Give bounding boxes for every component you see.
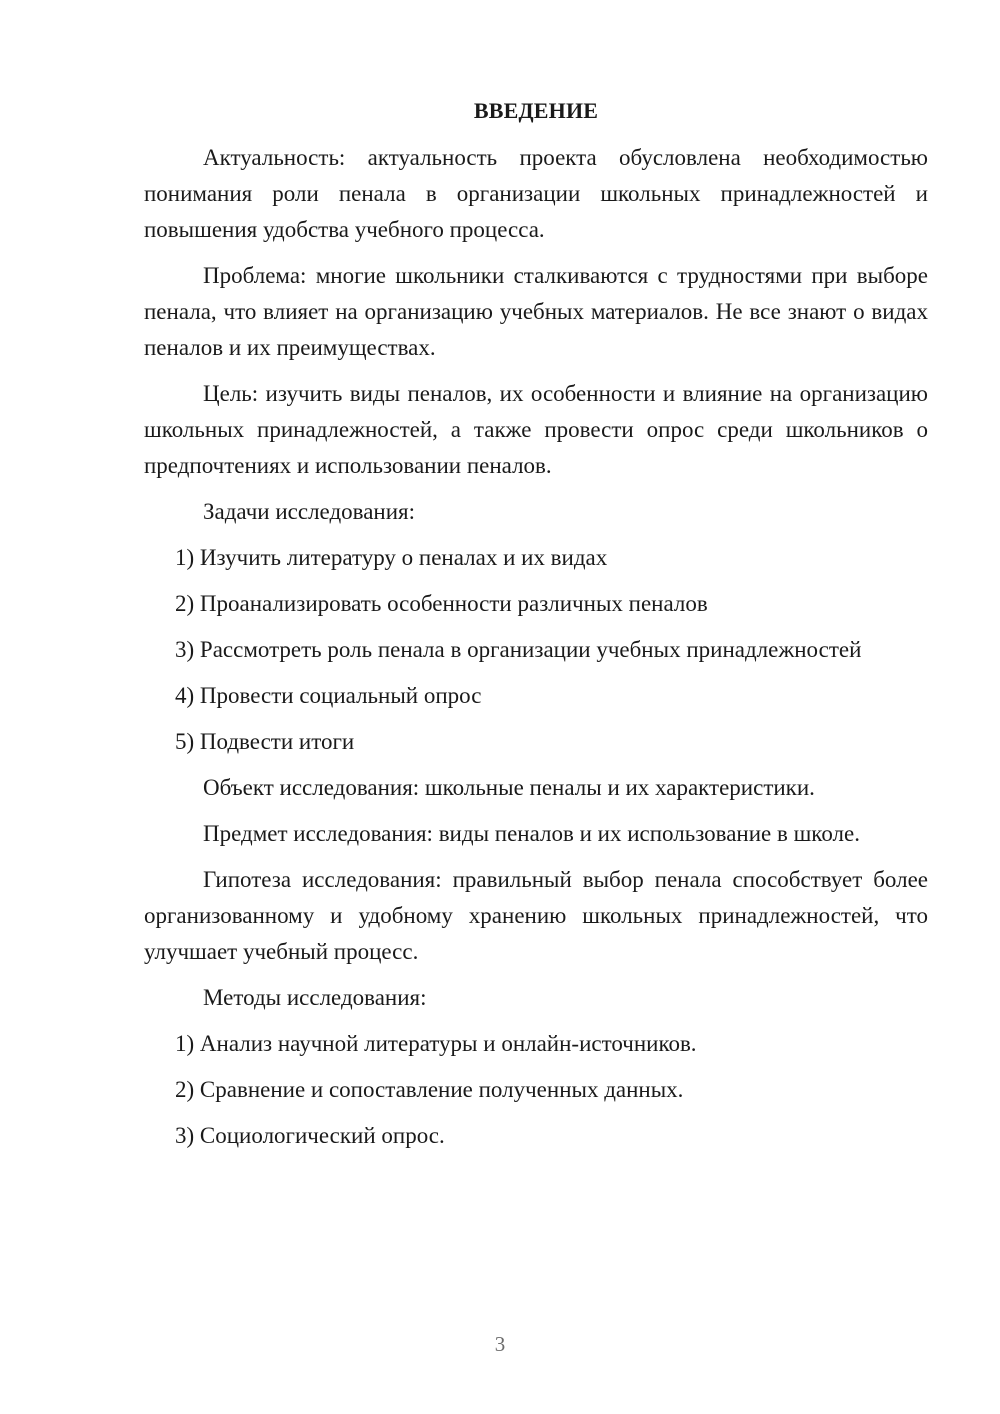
task-item: 1) Изучить литературу о пеналах и их видах [175,545,608,570]
methods-label: Методы исследования: [203,985,427,1010]
relevance-paragraph: Актуальность: актуальность проекта обусловлена необходимостью понимания роли пенала в организации школьных принадлежностей и повышения удобства учебного процесса. [144,145,928,242]
page-number: 3 [494,1332,506,1356]
subject-paragraph: Предмет исследования: виды пеналов и их использование в школе. [203,821,860,846]
goal-paragraph: Цель: изучить виды пеналов, их особенности и влияние на организацию школьных принадлежностей, а также провести опрос среди школьников о предпочтениях и использовании пеналов. [144,381,928,478]
problem-paragraph: Проблема: многие школьники сталкиваются с трудностями при выборе пенала, что влияет на организацию учебных материалов. Не все знают о видах пеналов и их преимуществах. [144,263,928,360]
tasks-list [144,540,928,760]
page-title: ВВЕДЕНИЕ [473,98,599,123]
method-item: 3) Социологический опрос. [175,1123,445,1148]
hypothesis-paragraph: Гипотеза исследования: правильный выбор пенала способствует более организованному и удобному хранению школьных принадлежностей, что улучшает учебный процесс. [144,867,928,964]
page-content [144,90,928,1164]
task-item: 4) Провести социальный опрос [175,683,482,708]
task-item: 3) Рассмотреть роль пенала в организации учебных принадлежностей [175,637,862,662]
task-item: 5) Подвести итоги [175,729,355,754]
method-item: 1) Анализ научной литературы и онлайн-источников. [175,1031,697,1056]
object-paragraph: Объект исследования: школьные пеналы и их характеристики. [203,775,815,800]
methods-list [144,1026,928,1154]
task-item: 2) Проанализировать особенности различных пеналов [175,591,708,616]
tasks-label: Задачи исследования: [203,499,416,524]
method-item: 2) Сравнение и сопоставление полученных данных. [175,1077,684,1102]
